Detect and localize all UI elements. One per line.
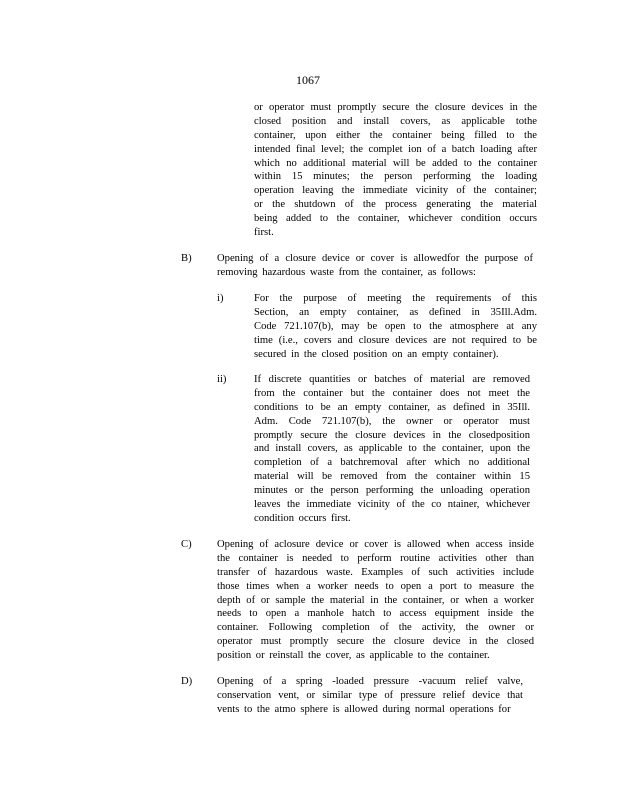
text-line: container. Following completion of the activity, the owner or xyxy=(217,622,534,634)
item-label-b: B) xyxy=(181,253,192,264)
subitem-label-ii: ii) xyxy=(217,374,227,385)
text-line: If discrete quantities or batches of material are removed xyxy=(254,374,530,385)
text-line: Code 721.107(b), may be open to the atmosphere at any xyxy=(254,320,537,332)
text-line: or operator must promptly secure the closure devices in the xyxy=(254,102,537,113)
text-line: those times when a worker needs to open a port to measure the xyxy=(217,580,534,592)
text-line: position or reinstall the cover, as applicable to the container. xyxy=(217,650,490,662)
text-line: secured in the closed position on an empty container). xyxy=(254,348,499,360)
continuation-paragraph xyxy=(254,101,537,240)
paragraph-b xyxy=(217,252,533,280)
text-line: Section, an empty container, as defined in 35Ill.Adm. xyxy=(254,306,537,318)
text-line: completion of a batchremoval after which no additional xyxy=(254,457,530,469)
text-line: conditions to be an empty container, as defined in 35Ill. xyxy=(254,401,530,413)
text-line: needs to open a manhole hatch to access equipment inside the xyxy=(217,608,534,620)
text-line: condition occurs first. xyxy=(254,512,351,524)
item-label-c: C) xyxy=(181,539,192,550)
subitem-label-i: i) xyxy=(217,293,224,304)
text-line: or the shutdown of the process generating the material xyxy=(254,199,537,211)
text-line: within 15 minutes; the person performing the loading xyxy=(254,171,537,183)
text-line: which no additional material will be added to the container xyxy=(254,157,537,169)
text-line: closed position and install covers, as applicable tothe xyxy=(254,115,537,127)
text-line: operation leaving the immediate vicinity of the container; xyxy=(254,185,537,197)
text-line: Adm. Code 721.107(b), the owner or operator must xyxy=(254,415,530,427)
text-line: time (i.e., covers and closure devices are not required to be xyxy=(254,334,537,346)
text-line: Opening of a spring -loaded pressure -vacuum relief valve, xyxy=(217,676,523,687)
page-number: 1067 xyxy=(296,73,320,87)
text-line: Opening of aclosure device or cover is allowed when access inside xyxy=(217,539,534,550)
paragraph-c xyxy=(217,538,534,663)
text-line: from the container but the container does not meet the xyxy=(254,387,530,399)
paragraph-d xyxy=(217,675,523,717)
text-line: removing hazardous waste from the container, as follows: xyxy=(217,266,476,278)
text-line: leaves the immediate vicinity of the co ntainer, whichever xyxy=(254,499,530,511)
text-line: and install covers, as applicable to the container, upon the xyxy=(254,443,530,455)
item-label-d: D) xyxy=(181,676,193,687)
text-line: intended final level; the complet ion of a batch loading after xyxy=(254,143,537,155)
text-line: vents to the atmo sphere is allowed during normal operations for xyxy=(217,703,511,715)
text-line: For the purpose of meeting the requirements of this xyxy=(254,293,537,304)
text-line: being added to the container, whichever condition occurs xyxy=(254,213,537,225)
subparagraph-i xyxy=(254,292,537,361)
text-line: material will be removed from the container within 15 xyxy=(254,471,530,483)
text-line: depth of or sample the material in the container, or when a worker xyxy=(217,594,534,606)
text-line: promptly secure the closure devices in the closedposition xyxy=(254,429,530,441)
text-line: first. xyxy=(254,227,274,239)
text-line: operator must promptly secure the closure device in the closed xyxy=(217,636,534,648)
text-line: Opening of a closure device or cover is allowedfor the purpose of xyxy=(217,253,533,264)
subparagraph-ii xyxy=(254,373,530,526)
text-line: minutes or the person performing the unloading operation xyxy=(254,485,530,497)
text-line: transfer of hazardous waste. Examples of such activities include xyxy=(217,566,534,578)
text-line: container, upon either the container being filled to the xyxy=(254,129,537,141)
text-line: conservation vent, or similar type of pressure relief device that xyxy=(217,689,523,701)
text-line: the container is needed to perform routine activities other than xyxy=(217,552,534,564)
